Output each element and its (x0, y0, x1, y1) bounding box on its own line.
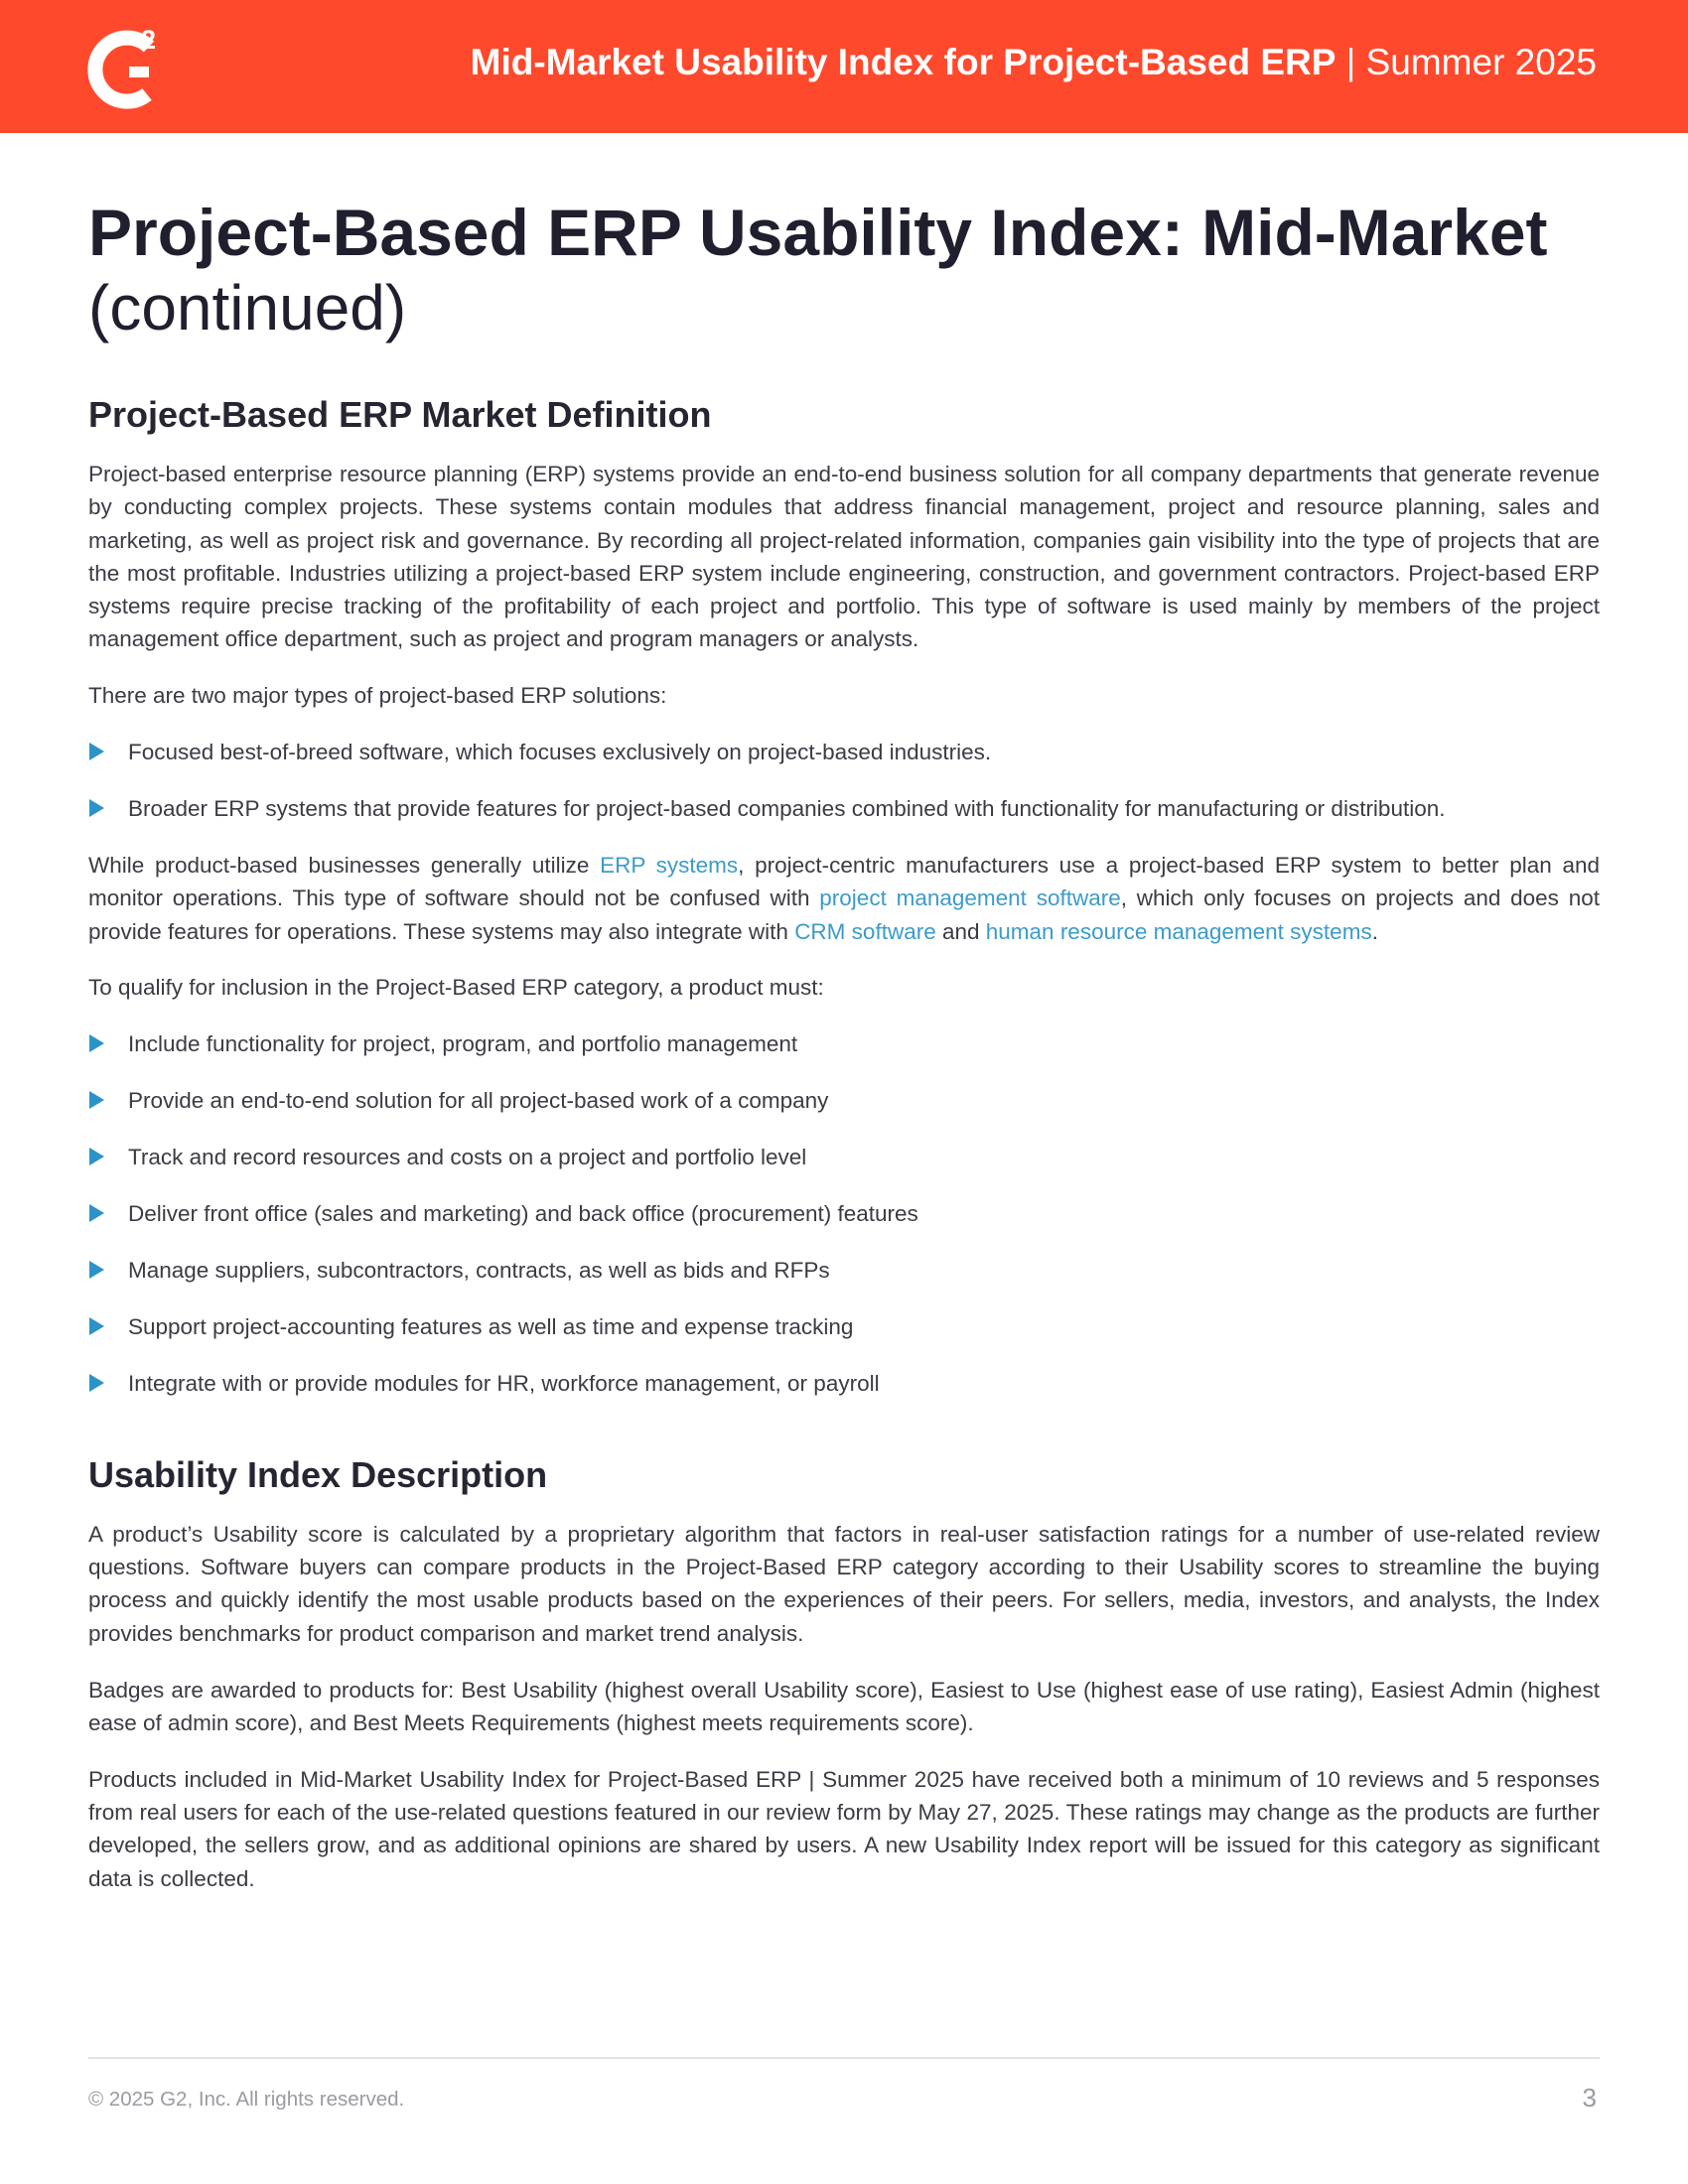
footer-copyright: © 2025 G2, Inc. All rights reserved. (88, 2088, 405, 2111)
usability-index-heading: Usability Index Description (88, 1453, 548, 1495)
list-item-text: Track and record resources and costs on a project and portfolio level (128, 1145, 807, 1170)
erp-systems-link[interactable]: ERP systems (600, 852, 739, 878)
crm-software-link[interactable]: CRM software (794, 918, 936, 944)
page-subtitle: (continued) (88, 272, 407, 343)
list-item (88, 736, 1600, 768)
footer-divider (88, 2057, 1600, 2059)
project-management-software-link[interactable]: project management software (819, 886, 1121, 911)
list-item (88, 792, 1600, 825)
list-item (88, 1367, 1600, 1400)
list-item (88, 1197, 1600, 1230)
report-title-separator: | (1336, 42, 1366, 82)
triangle-bullet-icon (89, 1261, 104, 1279)
list-item-text: Provide an end-to-end solution for all project-based work of a company (128, 1088, 829, 1114)
report-header (0, 0, 1688, 133)
criteria-list (88, 1027, 1600, 1400)
triangle-bullet-icon (89, 1034, 104, 1052)
usability-paragraph-3: Products included in Mid-Market Usability Index for Project-Based ERP | Summer 2025 have received both a minimum of 10 reviews and 5 responses from real users for each of the use-related questions featured in our review form by May 27, 2025. These ratings may change as the products are further developed, the sellers grow, and as additional opinions are shared by users. A new Usability Index report will be issued for this category as significant data is collected. (88, 1766, 1600, 1891)
list-item-text: Deliver front office (sales and marketing) and back office (procurement) features (128, 1200, 918, 1226)
triangle-bullet-icon (89, 1148, 104, 1165)
text-run: While product-based businesses generally utilize (88, 852, 601, 878)
types-intro: There are two major types of project-based ERP solutions: (88, 683, 667, 709)
triangle-bullet-icon (89, 743, 104, 760)
triangle-bullet-icon (89, 1374, 104, 1392)
comparison-paragraph (88, 849, 1600, 948)
list-item-text: Support project-accounting features as well as time and expense tracking (128, 1313, 854, 1339)
svg-text:2: 2 (141, 25, 157, 55)
list-item (88, 1141, 1600, 1173)
hr-management-systems-link[interactable]: human resource management systems (985, 918, 1372, 944)
triangle-bullet-icon (89, 1204, 104, 1222)
list-item-text: Manage suppliers, subcontractors, contracts, as well as bids and RFPs (128, 1257, 830, 1283)
text-run: , project-centric manufacturers use a project-based ERP system to better plan and monitor operations. This type of software should not be confused with (88, 852, 1601, 911)
usability-paragraph-1: A product’s Usability score is calculated by a proprietary algorithm that factors in real-user satisfaction ratings for a number of use-related review questions. Software buyers can compare products in the Project-Based ERP category according to their Usability scores to streamline the buying process and quickly identify the most usable products based on the experiences of their peers. For sellers, media, investors, and analysts, the Index provides benchmarks for product comparison and market trend analysis. (88, 1521, 1600, 1646)
list-item-text: Broader ERP systems that provide features for project-based companies combined with functionality for manufacturing or distribution. (128, 796, 1446, 822)
text-run: and (935, 918, 986, 944)
triangle-bullet-icon (89, 1091, 104, 1109)
page-number: 3 (1582, 2083, 1597, 2113)
list-item (88, 1084, 1600, 1117)
list-item (88, 1027, 1600, 1060)
types-list (88, 736, 1600, 825)
list-item-text: Integrate with or provide modules for HR, workforce management, or payroll (128, 1370, 880, 1396)
usability-paragraph-2: Badges are awarded to products for: Best Usability (highest overall Usability score), Easiest to Use (highest ease of use rating), Easiest Admin (highest ease of admin score), and Best Meets Requirements (highest meets requirements score). (88, 1677, 1600, 1735)
definition-intro: Project-based enterprise resource planning (ERP) systems provide an end-to-end business solution for all company departments that generate revenue by conducting complex projects. These systems contain modules that address financial management, project and resource planning, sales and marketing, as well as project risk and governance. By recording all project-related information, companies gain visibility into the type of projects that are the most profitable. Industries utilizing a project-based ERP system include engineering, construction, and government contractors. Project-based ERP systems require precise tracking of the profitability of each project and portfolio. This type of software is used mainly by members of the project management office department, such as project and program managers or analysts. (88, 462, 1600, 652)
qualify-intro: To qualify for inclusion in the Project-Based ERP category, a product must: (88, 975, 824, 1001)
report-season: Summer 2025 (1365, 42, 1597, 82)
text-run: , which only focuses on projects and does not provide features for operations. These systems may also integrate with (88, 886, 1600, 944)
report-title (471, 42, 1597, 83)
text-run: . (1371, 918, 1378, 944)
page-content (88, 195, 1600, 1895)
report-title-main: Mid-Market Usability Index for Project-Based ERP (470, 42, 1336, 82)
list-item-text: Focused best-of-breed software, which focuses exclusively on project-based industries. (128, 740, 992, 765)
list-item-text: Include functionality for project, program, and portfolio management (128, 1031, 798, 1057)
triangle-bullet-icon (89, 799, 104, 817)
list-item (88, 1254, 1600, 1287)
list-item (88, 1310, 1600, 1343)
page-title: Project-Based ERP Usability Index: Mid-Market (88, 196, 1548, 269)
triangle-bullet-icon (89, 1317, 104, 1335)
g2-logo-icon (87, 25, 173, 110)
market-definition-heading: Project-Based ERP Market Definition (88, 394, 712, 435)
